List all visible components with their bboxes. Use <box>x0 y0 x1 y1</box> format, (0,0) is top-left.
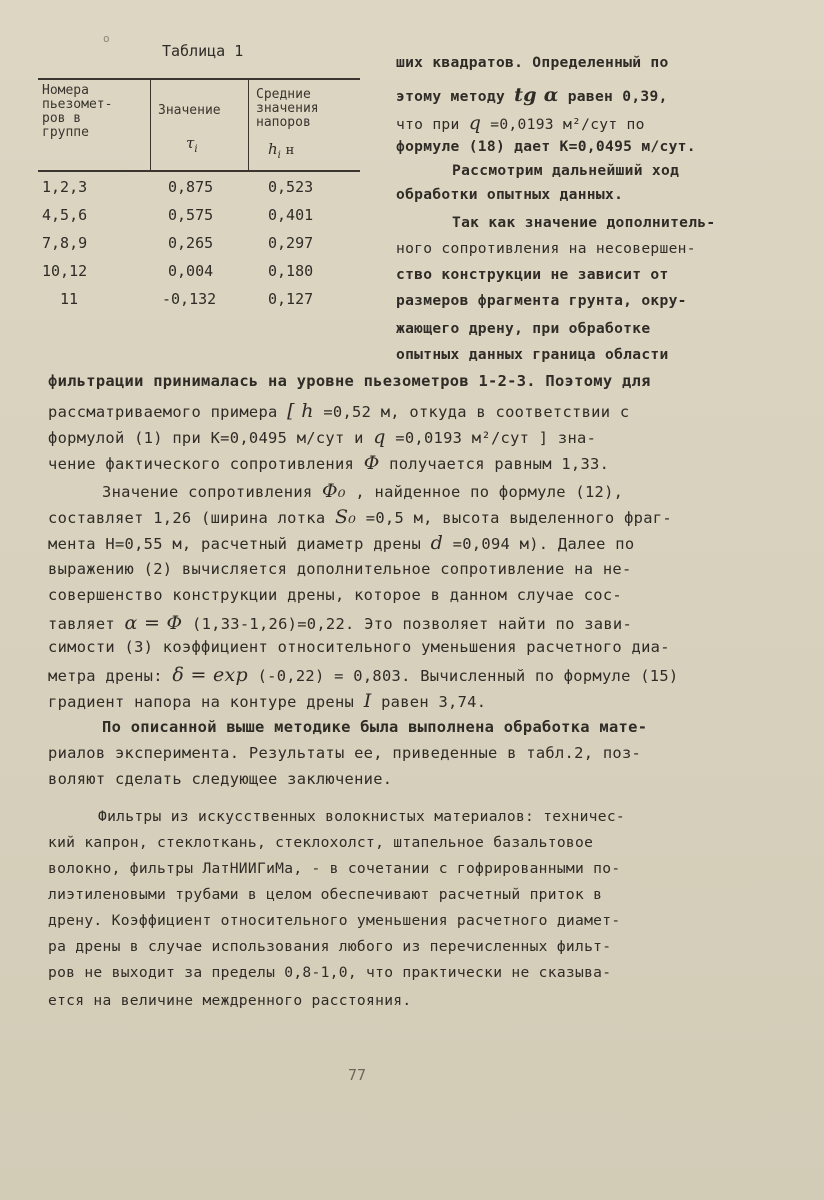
conclusion-line: волокно, фильтры ЛатНИИГиМа, - в сочетании с гофрированными по- <box>48 860 621 877</box>
text-line: выражению (2) вычисляется дополнительное сопротивление на не- <box>48 560 632 578</box>
math-symbol: Φ <box>363 452 380 474</box>
symbol-sub: i <box>277 150 281 161</box>
text-line: фильтрации принималась на уровне пьезометров 1-2-3. Поэтому для <box>48 372 651 390</box>
table-caption: Таблица 1 <box>162 42 244 60</box>
text-line: формуле (18) дает К=0,0495 м/сут. <box>396 138 696 155</box>
header-group-line: пьезомет- <box>42 97 113 112</box>
cell-mean: 0,127 <box>268 290 314 308</box>
conclusion-line: Фильтры из искусственных волокнистых материалов: техничес- <box>98 808 625 825</box>
table-col-divider-2 <box>248 78 249 170</box>
cell-value: -0,132 <box>162 290 217 308</box>
text-line: По описанной выше методике была выполнена обработка мате- <box>102 718 648 736</box>
math-symbol: [ h <box>287 400 314 422</box>
symbol-h: h <box>268 140 278 158</box>
conclusion-line: кий капрон, стеклоткань, стеклохолст, штапельное базальтовое <box>48 834 594 851</box>
math-symbol: S₀ <box>334 506 357 528</box>
symbol-h-tail: н <box>285 143 295 158</box>
symbol-sub: i <box>194 144 198 155</box>
math-symbol: d <box>430 532 444 554</box>
table-row <box>38 262 360 290</box>
text-line: размеров фрагмента грунта, окру- <box>396 292 687 309</box>
cell-group: 11 <box>60 290 79 308</box>
cell-value: 0,004 <box>168 262 214 280</box>
table-col-divider-1 <box>150 78 151 170</box>
math-symbol: q <box>373 426 386 448</box>
header-group-line: Номера <box>42 83 89 98</box>
text-line: формулой (1) при К=0,0495 м/сут и q =0,0193 м²/сут ] зна- <box>48 426 597 448</box>
cell-value: 0,575 <box>168 206 214 224</box>
text-line: симости (3) коэффициент относительного уменьшения расчетного диа- <box>48 638 670 656</box>
text-line: ство конструкции не зависит от <box>396 266 669 283</box>
cell-group: 1,2,3 <box>42 178 88 196</box>
header-value-col: Значение <box>158 103 221 118</box>
table-header-rule <box>38 170 360 172</box>
table-row <box>38 178 360 206</box>
math-symbol: I <box>363 690 372 712</box>
table-row <box>38 206 360 234</box>
conclusion-line: дрену. Коэффициент относительного уменьшения расчетного диамет- <box>48 912 621 929</box>
text-line: опытных данных граница области <box>396 346 669 363</box>
math-symbol: δ = exp <box>172 664 249 686</box>
conclusion-line: ров не выходит за пределы 0,8-1,0, что практически не сказыва- <box>48 964 612 981</box>
text-line: составляет 1,26 (ширина лотка S₀ =0,5 м, высота выделенного фраг- <box>48 506 672 528</box>
text-line: что при q =0,0193 м²/сут по <box>396 112 645 134</box>
cell-value: 0,875 <box>168 178 214 196</box>
text-line: воляют сделать следующее заключение. <box>48 770 393 788</box>
cell-value: 0,265 <box>168 234 214 252</box>
math-symbol: Φ₀ <box>322 480 346 502</box>
header-mean-line: напоров <box>256 115 311 130</box>
text-line: мента Н=0,55 м, расчетный диаметр дрены d =0,094 м). Далее по <box>48 532 635 554</box>
cell-mean: 0,401 <box>268 206 314 224</box>
header-group-col <box>42 84 112 140</box>
cell-group: 7,8,9 <box>42 234 88 252</box>
text-line: Так как значение дополнитель- <box>452 214 716 231</box>
conclusion-line: ра дрены в случае использования любого из перечисленных фильт- <box>48 938 612 955</box>
math-symbol: α = Φ <box>124 612 183 634</box>
text-line: ших квадратов. Определенный по <box>396 54 669 71</box>
header-mean-line: Средние <box>256 87 311 102</box>
text-line: обработки опытных данных. <box>396 186 624 203</box>
header-group-line: ров в <box>42 111 82 126</box>
table-row <box>38 234 360 262</box>
header-mean-line: значения <box>256 101 319 116</box>
header-mean-col <box>256 88 319 130</box>
text-line: Рассмотрим дальнейший ход <box>452 162 680 179</box>
math-symbol: q <box>468 112 482 134</box>
text-line: тавляет α = Φ (1,33-1,26)=0,22. Это позволяет найти по зави- <box>48 612 633 634</box>
text-line: жающего дрену, при обработке <box>396 320 651 337</box>
header-value-symbol <box>186 134 198 155</box>
text-line: градиент напора на контуре дрены I равен 3,74. <box>48 690 487 712</box>
text-line: совершенство конструкции дрены, которое в данном случае сос- <box>48 586 622 604</box>
text-line: ного сопротивления на несовершен- <box>396 240 696 257</box>
cell-group: 4,5,6 <box>42 206 88 224</box>
cell-mean: 0,180 <box>268 262 314 280</box>
symbol-tau: τ <box>186 134 195 152</box>
margin-mark: о <box>103 32 110 45</box>
text-line: метра дрены: δ = exp (-0,22) = 0,803. Вычисленный по формуле (15) <box>48 664 679 686</box>
text-line: риалов эксперимента. Результаты ее, приведенные в табл.2, поз- <box>48 744 642 762</box>
text-line: этому методу tg α равен 0,39, <box>396 84 668 106</box>
cell-group: 10,12 <box>42 262 88 280</box>
text-line: рассматриваемого примера [ h =0,52 м, откуда в соответствии с <box>48 400 630 422</box>
table-row <box>38 290 360 318</box>
conclusion-line: ется на величине междренного расстояния. <box>48 992 412 1009</box>
table-top-rule <box>38 78 360 80</box>
math-symbol: tg α <box>514 84 559 106</box>
cell-mean: 0,523 <box>268 178 314 196</box>
header-mean-symbol <box>268 140 294 161</box>
conclusion-line: лиэтиленовыми трубами в целом обеспечивают расчетный приток в <box>48 886 603 903</box>
cell-mean: 0,297 <box>268 234 314 252</box>
page-number: 77 <box>348 1066 367 1084</box>
header-group-line: группе <box>42 125 89 140</box>
text-line: чение фактического сопротивления Φ получается равным 1,33. <box>48 452 610 474</box>
text-line: Значение сопротивления Φ₀ , найденное по формуле (12), <box>102 480 624 502</box>
